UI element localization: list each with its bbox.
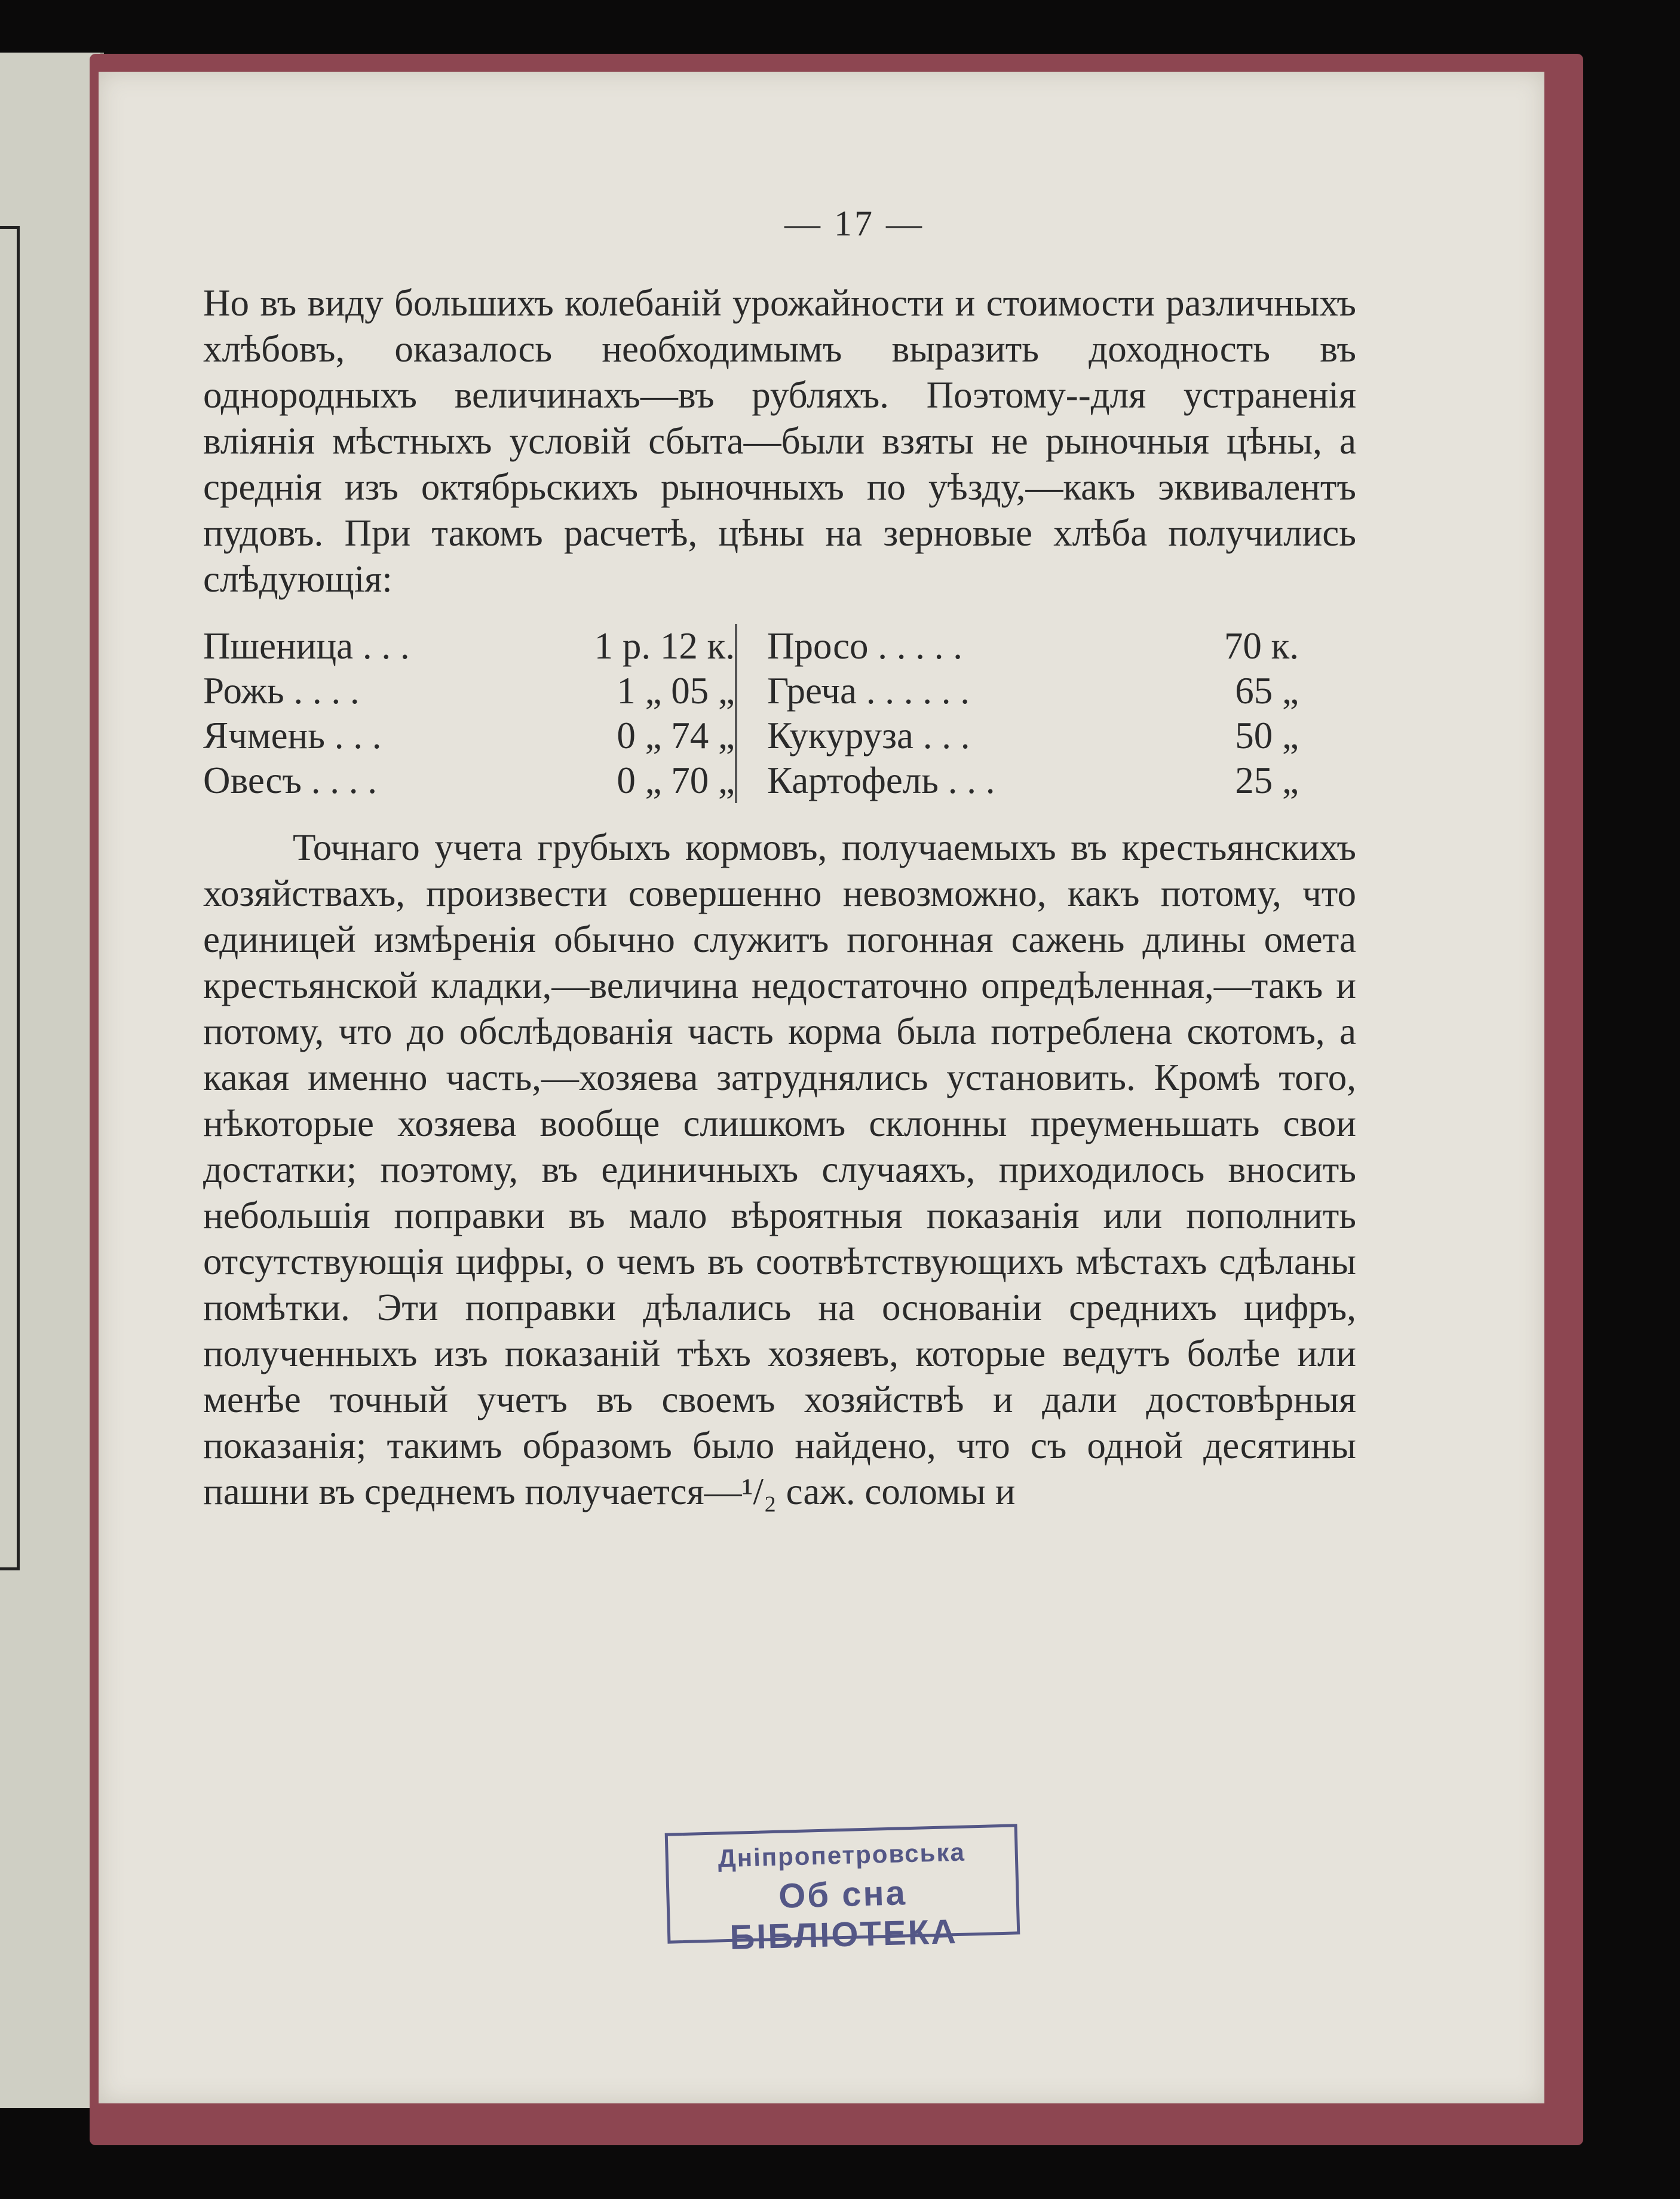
price-row [203, 669, 735, 713]
crop-name: Ячмень . . . [203, 715, 382, 757]
left-page-frame [0, 226, 20, 1570]
crop-name: Пшеница . . . [203, 625, 410, 667]
left-page-edge [0, 53, 104, 2108]
page-text [203, 203, 1356, 1515]
book-page [99, 72, 1544, 2103]
crop-price: 0 „ 74 „ [617, 715, 735, 757]
crop-name: Рожь . . . . [203, 670, 360, 712]
crop-price: 65 „ [1235, 670, 1299, 712]
crop-price: 25 „ [1235, 759, 1299, 801]
price-column-left [203, 624, 735, 803]
price-row [767, 758, 1299, 803]
price-row [767, 624, 1299, 669]
price-table [203, 624, 1356, 803]
page-number: — 17 — [784, 204, 924, 243]
price-row [767, 669, 1299, 713]
crop-price: 70 к. [1224, 625, 1299, 667]
price-row [203, 713, 735, 758]
paragraph-1: Но въ виду большихъ колебаній урожайности и стоимости различныхъ хлѣбовъ, оказалось необходимымъ выразить доходность въ однородныхъ величинахъ—въ рубляхъ. Поэтому--для устраненія вліянія мѣстныхъ условій сбыта—были взяты не рыночныя цѣны, а среднія изъ октябрьскихъ рыночныхъ по уѣзду,—какъ эквивалентъ пудовъ. При такомъ расчетѣ, цѣны на зерновые хлѣба получились слѣдующія: [203, 282, 1356, 600]
price-row [767, 713, 1299, 758]
crop-price: 0 „ 70 „ [617, 759, 735, 801]
stamp-line-1: Дніпропетровська [718, 1837, 966, 1873]
crop-name: Греча . . . . . . [767, 670, 970, 712]
crop-name: Просо . . . . . [767, 625, 963, 667]
price-column-right [735, 624, 1299, 803]
price-row [203, 758, 735, 803]
crop-price: 1 р. 12 к. [594, 625, 735, 667]
crop-name: Овесъ . . . . [203, 759, 377, 801]
crop-price: 1 „ 05 „ [617, 670, 735, 712]
library-stamp [665, 1824, 1020, 1957]
paragraph-2: Точнаго учета грубыхъ кормовъ, получаемыхъ въ крестьянскихъ хозяйствахъ, произвести совершенно невозможно, какъ потому, что единицей измѣренія обычно служитъ погонная сажень длины омета крестьянской кладки,—величина недостаточно опредѣленная,—такъ и потому, что до обслѣдованія часть корма была потреблена скотомъ, а какая именно часть,—хозяева затруднялись установить. Кромѣ того, нѣкоторые хозяева вообще слишкомъ склонны преуменьшать свои достатки; поэтому, въ единичныхъ случаяхъ, приходилось вносить небольшія поправки въ мало вѣроятныя показанія или пополнить отсутствующія цифры, о чемъ въ соотвѣтствующихъ мѣстахъ сдѣланы помѣтки. Эти поправки дѣлались на основаніи среднихъ цифръ, полученныхъ изъ показаній тѣхъ хозяевъ, которые ведутъ болѣе или менѣе точный учетъ въ своемъ хозяйствѣ и дали достовѣрныя показанія; такимъ образомъ было найдено, что съ одной десятины пашни въ среднемъ получается—¹/₂ саж. соломы и [203, 826, 1356, 1512]
crop-name: Кукуруза . . . [767, 715, 970, 757]
crop-price: 50 „ [1235, 715, 1299, 757]
price-row [203, 624, 735, 669]
stamp-line-2: Об сна БІБЛІОТЕКА [729, 1873, 958, 1957]
crop-name: Картофель . . . [767, 759, 995, 801]
